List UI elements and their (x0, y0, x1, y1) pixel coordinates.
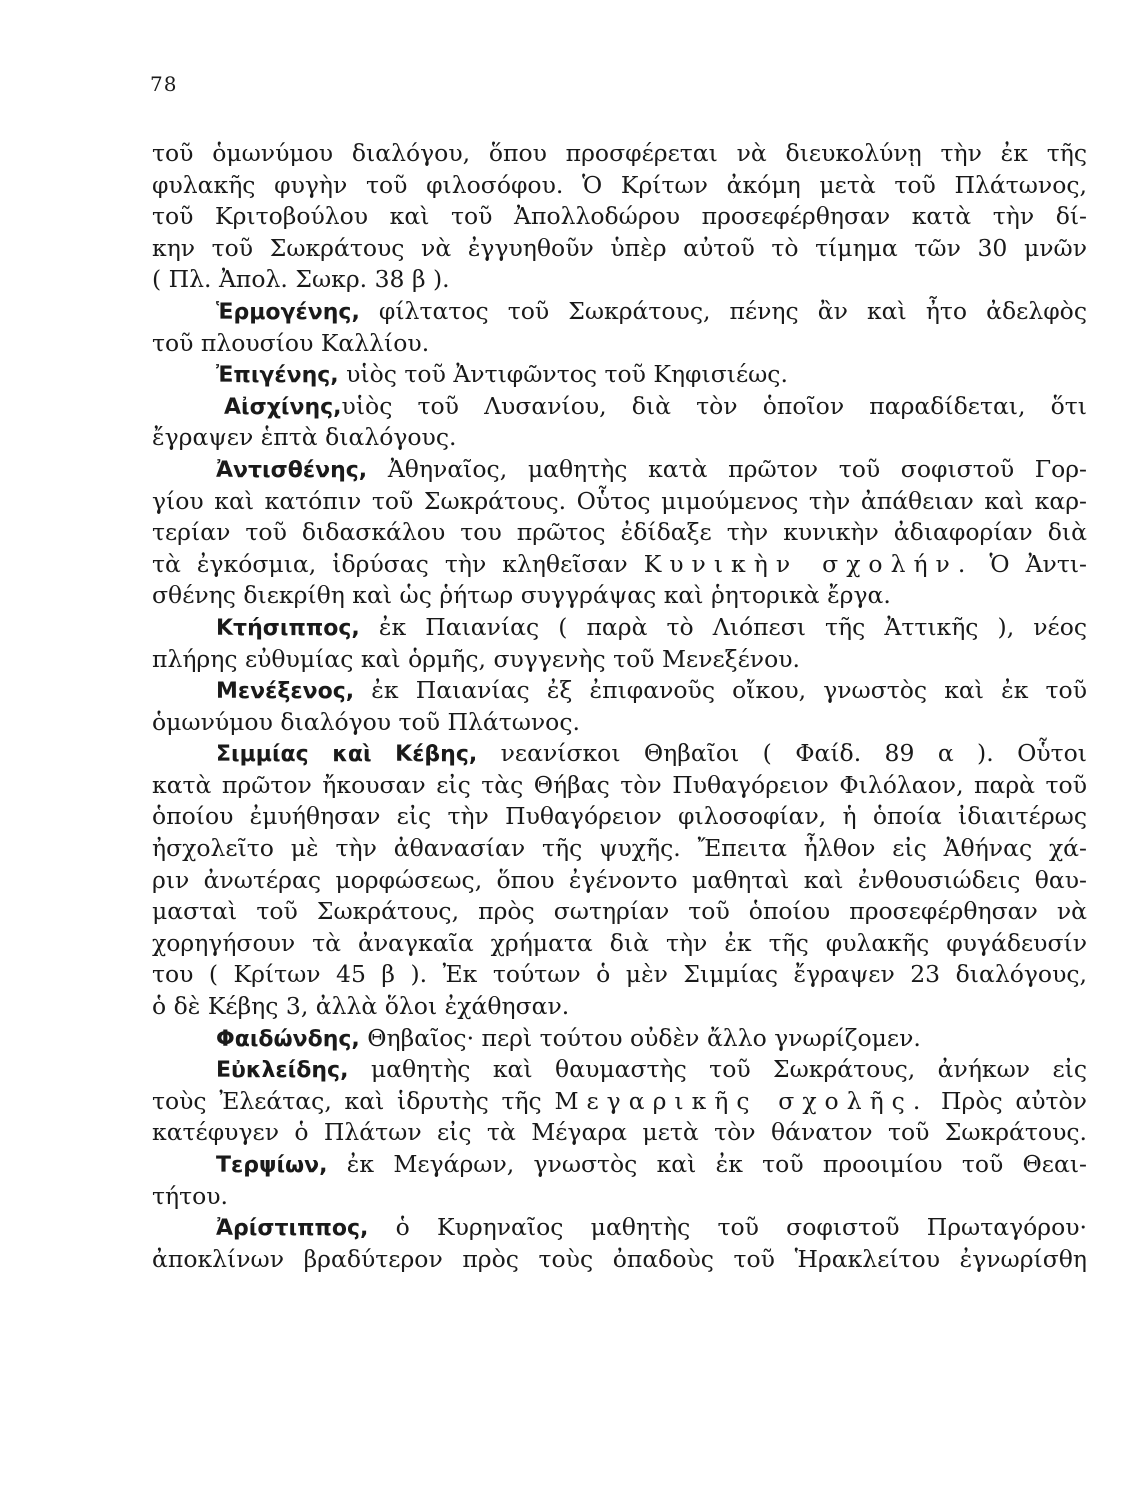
line-text: νεανίσκοι Θηβαῖοι ( Φαίδ. 89 α ). Οὗτοι (477, 739, 1087, 768)
text-line (152, 549, 1087, 581)
line-text: ὁ Κυρηναῖος μαθητὴς τοῦ σοφιστοῦ Πρωταγόρου· (368, 1213, 1087, 1242)
entry-line (152, 1149, 1087, 1181)
text-line (152, 1244, 1087, 1276)
text-line (152, 1117, 1087, 1149)
text-line (152, 201, 1087, 233)
line-text: ἐκ Μεγάρων, γνωστὸς καὶ ἐκ τοῦ προοιμίου τοῦ Θεαι- (327, 1150, 1087, 1178)
text-line (152, 138, 1087, 170)
text-line (152, 959, 1087, 991)
entry-name: Εὐκλείδης, (216, 1058, 349, 1084)
entry-name: Κτήσιππος, (216, 615, 360, 641)
line-text: κην τοῦ Σωκράτους νὰ ἐγγυηθοῦν ὑπὲρ αὐτοῦ τὸ τίμημα τῶν 30 μνῶν (152, 233, 1087, 262)
line-text: υἱὸς τοῦ Λυσανίου, διὰ τὸν ὁποῖον παραδίδεται, ὅτι (341, 391, 1087, 420)
text-line (152, 991, 1087, 1023)
text-line (152, 264, 1087, 296)
entry-line (152, 391, 1087, 423)
entry-line (152, 296, 1087, 328)
entry-name: Ἐπιγένης, (216, 363, 339, 389)
line-text: χορηγήσουν τὰ ἀναγκαῖα χρήματα διὰ τὴν ἐκ τῆς φυλακῆς φυγάδευσίν (152, 928, 1087, 957)
text-line (152, 865, 1087, 897)
text-line (152, 833, 1087, 865)
line-text: ριν ἀνωτέρας μορφώσεως, ὅπου ἐγένοντο μαθηταὶ καὶ ἐνθουσιώδεις θαυ- (152, 865, 1087, 894)
text-line (152, 1181, 1087, 1213)
text-line (152, 580, 1087, 612)
line-text: γίου καὶ κατόπιν τοῦ Σωκράτους. Οὗτος μιμούμενος τὴν ἀπάθειαν καὶ καρ- (152, 486, 1087, 515)
text-line (152, 422, 1087, 454)
line-text: του ( Κρίτων 45 β ). Ἐκ τούτων ὁ μὲν Σιμμίας ἔγραψεν 23 διαλόγους, (152, 960, 1087, 989)
text-line (152, 233, 1087, 265)
text-line (152, 328, 1087, 360)
text-line (152, 517, 1087, 549)
entry-line (152, 454, 1087, 486)
line-text: Ὁ Ἀντι- (973, 549, 1087, 578)
line-text: υἱὸς τοῦ Ἀντιφῶντος τοῦ Κηφισιέως. (338, 360, 788, 389)
entry-name: Ἀρίστιππος, (216, 1216, 369, 1242)
line-text: ὁποίου ἐμυήθησαν εἰς τὴν Πυθαγόρειον φιλοσοφίαν, ἡ ὁποία ἰδιαιτέρως (152, 802, 1087, 831)
spaced-term: Κυνικὴν σχολήν. (643, 549, 974, 578)
entry-line (152, 359, 1087, 391)
body-text (152, 138, 1087, 1275)
line-text: ὁμωνύμου διαλόγου τοῦ Πλάτωνος. (152, 707, 580, 736)
entry-line (152, 1023, 1087, 1055)
page-number: 78 (150, 72, 178, 96)
spaced-term: Μεγαρικῆς σχολῆς. (554, 1086, 929, 1115)
line-text: πλήρης εὐθυμίας καὶ ὁρμῆς, συγγενὴς τοῦ Μενεξένου. (152, 644, 800, 673)
entry-name: Τερψίων, (216, 1153, 328, 1178)
text-line (152, 928, 1087, 960)
line-text: ἔγραψεν ἑπτὰ διαλόγους. (152, 423, 457, 452)
line-text: ἐκ Παιανίας ἐξ ἐπιφανοῦς οἴκου, γνωστὸς καὶ ἐκ τοῦ (354, 676, 1087, 705)
line-text: φίλτατος τοῦ Σωκράτους, πένης ἂν καὶ ἦτο ἀδελφὸς (359, 296, 1087, 325)
entry-line (152, 1212, 1087, 1244)
text-line (152, 644, 1087, 676)
line-text: τοῦ πλουσίου Καλλίου. (152, 328, 430, 357)
line-text: κατὰ πρῶτον ἤκουσαν εἰς τὰς Θήβας τὸν Πυθαγόρειον Φιλόλαον, παρὰ τοῦ (152, 770, 1087, 799)
line-text: ( Πλ. Ἀπολ. Σωκρ. 38 β ). (152, 265, 450, 294)
line-text: τοῦ Κριτοβούλου καὶ τοῦ Ἀπολλοδώρου προσεφέρθησαν κατὰ τὴν δί- (152, 202, 1087, 231)
line-text: φυλακῆς φυγὴν τοῦ φιλοσόφου. Ὁ Κρίτων ἀκόμη μετὰ τοῦ Πλάτωνος, (152, 170, 1087, 199)
entry-name: Αἰσχίνης, (224, 394, 342, 420)
line-text: τὰ ἐγκόσμια, ἱδρύσας τὴν κληθεῖσαν (152, 549, 628, 578)
line-text: Θηβαῖος· περὶ τούτου οὐδὲν ἄλλο γνωρίζομεν. (359, 1023, 921, 1052)
line-text: τήτου. (152, 1181, 228, 1210)
line-text: Πρὸς αὐτὸν (928, 1086, 1087, 1115)
entry-line (152, 612, 1087, 644)
line-text: σθένης διεκρίθη καὶ ὡς ῥήτωρ συγγράψας καὶ ῥητορικὰ ἔργα. (152, 581, 891, 610)
line-text: τοῦ ὁμωνύμου διαλόγου, ὅπου προσφέρεται νὰ διευκολύνῃ τὴν ἐκ τῆς (152, 139, 1087, 167)
text-line (152, 486, 1087, 518)
entry-name: Ἀντισθένης, (216, 457, 368, 483)
line-text: ἀποκλίνων βραδύτερον πρὸς τοὺς ὀπαδοὺς τοῦ Ἡρακλείτου ἐγνωρίσθη (152, 1244, 1087, 1273)
entry-name: Φαιδώνδης, (216, 1026, 360, 1052)
line-text: ὁ δὲ Κέβης 3, ἀλλὰ ὅλοι ἐχάθησαν. (152, 992, 570, 1021)
line-text: μασταὶ τοῦ Σωκράτους, πρὸς σωτηρίαν τοῦ ὁποίου προσεφέρθησαν νὰ (152, 897, 1087, 926)
text-line (152, 770, 1087, 802)
text-line (152, 170, 1087, 202)
text-line (152, 707, 1087, 739)
line-text: τοὺς Ἐλεάτας, καὶ ἱδρυτὴς τῆς (152, 1086, 542, 1115)
entry-name: Ἑρμογένης, (216, 299, 360, 325)
text-line (152, 801, 1087, 833)
line-text: κατέφυγεν ὁ Πλάτων εἰς τὰ Μέγαρα μετὰ τὸν θάνατον τοῦ Σωκράτους. (152, 1118, 1087, 1147)
text-line (152, 1086, 1087, 1118)
text-line (152, 896, 1087, 928)
line-text: τερίαν τοῦ διδασκάλου του πρῶτος ἐδίδαξε τὴν κυνικὴν ἀδιαφορίαν διὰ (152, 518, 1087, 547)
line-text: ἠσχολεῖτο μὲ τὴν ἀθανασίαν τῆς ψυχῆς. Ἔπειτα ἦλθον εἰς Ἀθήνας χά- (152, 834, 1087, 863)
line-text: Ἀθηναῖος, μαθητὴς κατὰ πρῶτον τοῦ σοφιστοῦ Γορ- (367, 454, 1087, 483)
entry-line (152, 675, 1087, 707)
entry-name: Μενέξενος, (216, 679, 355, 705)
line-text: μαθητὴς καὶ θαυμαστὴς τοῦ Σωκράτους, ἀνήκων εἰς (348, 1055, 1087, 1084)
line-text: ἐκ Παιανίας ( παρὰ τὸ Λιόπεσι τῆς Ἀττικῆς ), νέος (359, 612, 1087, 641)
entry-line (152, 738, 1087, 770)
entry-name: Σιμμίας καὶ Κέβης, (216, 742, 478, 768)
entry-line (152, 1054, 1087, 1086)
